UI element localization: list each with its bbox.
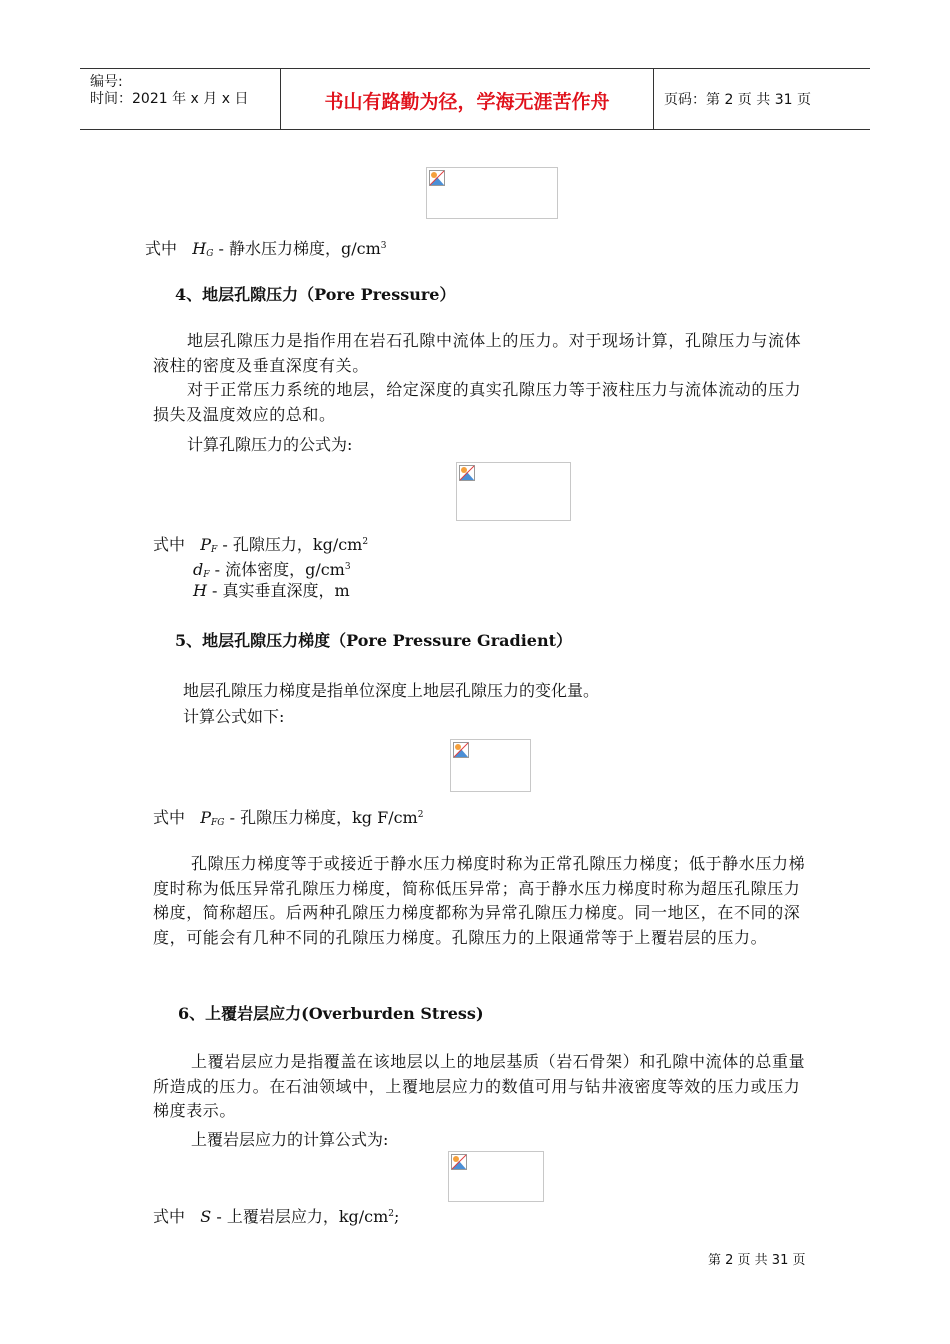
symbol: P <box>200 535 212 554</box>
number-label: 编号: <box>90 74 123 90</box>
motto: 书山有路勤为径，学海无涯苦作舟 <box>324 91 610 113</box>
where-line-hg <box>145 236 387 264</box>
section-heading-5: 5、地层孔隙压力梯度（Pore Pressure Gradient） <box>175 631 572 650</box>
formula-image <box>448 1151 544 1202</box>
paragraph: 上覆岩层应力是指覆盖在该地层以上的地层基质（岩石骨架）和孔隙中流体的总重量所造成的压力。在石油领域中，上覆地层应力的数值可用与钻井液密度等效的压力或压力梯度表示。 <box>153 1052 806 1120</box>
where-line-s <box>153 1204 399 1227</box>
symbol: d <box>193 560 204 579</box>
superscript: 3 <box>344 562 351 572</box>
where-label: 式中 <box>153 1207 186 1226</box>
where-label: 式中 <box>153 535 186 554</box>
symbol: S <box>200 1207 212 1226</box>
trailing-punctuation: ; <box>394 1207 400 1226</box>
superscript: 2 <box>417 810 424 820</box>
page-label: 页码：第 2 页 共 31 页 <box>664 92 811 108</box>
formula-intro: 计算公式如下: <box>183 707 285 726</box>
broken-image-icon <box>451 1154 467 1170</box>
broken-image-icon <box>429 170 445 186</box>
paragraph: 孔隙压力梯度等于或接近于静水压力梯度时称为正常孔隙压力梯度；低于静水压力梯度时称为低压异常孔隙压力梯度，简称低压异常；高于静水压力梯度时称为超压孔隙压力梯度，简称超压。后两种孔隙压力梯度都称为异常孔隙压力梯度。同一地区，在不同的深度，可能会有几种不同的孔隙压力梯度。孔隙压力的上限通常等于上覆岩层的压力。 <box>153 854 806 947</box>
header-page-cell <box>654 69 870 129</box>
definition: - 上覆岩层应力，kg/cm <box>211 1207 389 1226</box>
symbol: P <box>200 808 212 827</box>
header-meta-cell <box>80 69 281 129</box>
definition: - 孔隙压力，kg/cm <box>217 535 363 554</box>
paragraph: 地层孔隙压力是指作用在岩石孔隙中流体上的压力。对于现场计算，孔隙压力与流体液柱的密度及垂直深度有关。 <box>153 331 802 375</box>
symbol: H <box>192 239 207 258</box>
paragraph: 地层孔隙压力梯度是指单位深度上地层孔隙压力的变化量。 <box>183 681 600 700</box>
formula-image <box>450 739 531 792</box>
definition: - 静水压力梯度，g/cm <box>213 239 381 258</box>
section-heading-4: 4、地层孔隙压力（Pore Pressure） <box>175 285 456 304</box>
formula-intro: 上覆岩层应力的计算公式为: <box>191 1130 389 1149</box>
superscript: 3 <box>380 241 387 251</box>
section-heading-6: 6、上覆岩层应力(Overburden Stress) <box>178 1004 484 1023</box>
variable-line-h <box>193 581 350 601</box>
formula-image <box>426 167 558 219</box>
subscript: G <box>206 249 214 259</box>
definition: - 孔隙压力梯度，kg F/cm <box>224 808 418 827</box>
paragraph: 对于正常压力系统的地层，给定深度的真实孔隙压力等于液柱压力与流体流动的压力损失及温度效应的总和。 <box>153 380 802 424</box>
where-line-pf <box>153 532 368 560</box>
formula-image <box>456 462 571 521</box>
broken-image-icon <box>453 742 469 758</box>
where-label: 式中 <box>153 808 186 827</box>
where-label: 式中 <box>145 239 178 258</box>
definition: - 真实垂直深度，m <box>206 581 350 600</box>
page-header <box>80 68 870 130</box>
subscript: FG <box>211 818 225 828</box>
formula-intro: 计算孔隙压力的公式为: <box>187 435 353 454</box>
subscript: F <box>203 570 210 580</box>
symbol: H <box>193 581 207 600</box>
superscript: 2 <box>362 537 369 547</box>
superscript: 2 <box>388 1209 395 1219</box>
time-label: 时间：2021 年 x 月 x 日 <box>90 91 249 107</box>
where-line-pfg <box>153 805 423 833</box>
header-motto-cell <box>281 69 654 129</box>
broken-image-icon <box>459 465 475 481</box>
subscript: F <box>211 545 218 555</box>
page-footer: 第 2 页 共 31 页 <box>708 1253 806 1268</box>
definition: - 流体密度，g/cm <box>209 560 345 579</box>
